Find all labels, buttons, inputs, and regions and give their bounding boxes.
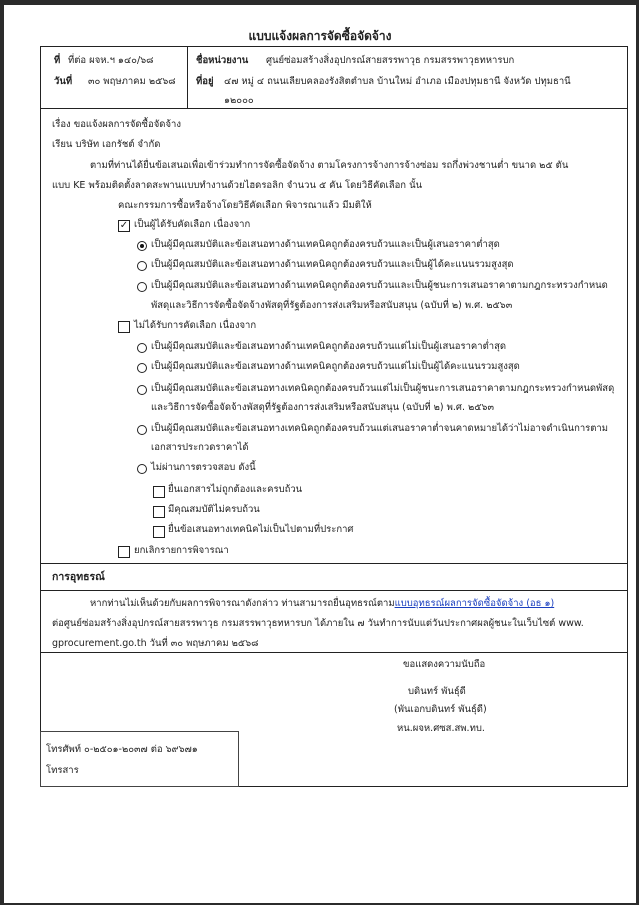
selected-option-2-radio[interactable] <box>137 261 147 271</box>
not-selected-option-5: ไม่ผ่านการตรวจสอบ ดังนี้ <box>151 462 256 473</box>
subject: เรื่อง ขอแจ้งผลการจัดซื้อจัดจ้าง <box>52 119 181 130</box>
contact-box <box>40 731 239 787</box>
not-selected-option-4-line-2: เอกสารประกวดราคาได้ <box>151 442 249 453</box>
address-line1: ๔๗ หมู่ ๔ ถนนเลียบคลองรังสิตตำบล บ้านใหม่ อำเภอ เมืองปทุมธานี จังหวัด ปทุมธานี <box>224 76 571 87</box>
not-selected-option-1: เป็นผู้มีคุณสมบัติและข้อเสนอทางด้านเทคนิคถูกต้องครบถ้วนแต่ไม่เป็นผู้เสนอราคาต่ำสุด <box>151 341 507 352</box>
appeal-form-link[interactable]: แบบอุทธรณ์ผลการจัดซื้อจัดจ้าง (อธ ๑) <box>394 598 555 609</box>
not-selected-option-5-radio[interactable] <box>137 464 147 474</box>
sub-item-3: ยื่นข้อเสนอทางเทคนิคไม่เป็นไปตามที่ประกาศ <box>168 524 354 535</box>
not-selected-option-4-radio[interactable] <box>137 425 147 435</box>
document-title: แบบแจ้งผลการจัดซื้อจัดจ้าง <box>248 29 392 43</box>
header-divider <box>187 46 188 108</box>
fax: โทรสาร <box>46 765 79 776</box>
selected-option-1-radio[interactable] <box>137 241 147 251</box>
not-selected-option-2: เป็นผู้มีคุณสมบัติและข้อเสนอทางด้านเทคนิคถูกต้องครบถ้วนแต่ไม่เป็นผู้ได้คะแนนรวมสูงสุด <box>151 361 520 372</box>
not-selected-option-1-radio[interactable] <box>137 343 147 353</box>
sub-item-2-checkbox[interactable] <box>153 506 165 518</box>
appeal-text: หากท่านไม่เห็นด้วยกับผลการพิจารณาดังกล่าว ท่านสามารถยื่นอุทธรณ์ตาม <box>90 598 395 609</box>
sub-item-1-checkbox[interactable] <box>153 486 165 498</box>
not-selected-option-2-radio[interactable] <box>137 363 147 373</box>
date-label: วันที่ <box>54 76 73 87</box>
signer-position: หน.ผจห.ศซส.สพ.ทบ. <box>397 723 485 734</box>
appeal-line-1 <box>90 597 554 611</box>
selected-option-2: เป็นผู้มีคุณสมบัติและข้อเสนอทางด้านเทคนิคถูกต้องครบถ้วนและเป็นผู้ได้คะแนนรวมสูงสุด <box>151 259 514 270</box>
paragraph-2: คณะกรรมการซื้อหรือจ้างโดยวิธีคัดเลือก พิจารณาแล้ว มีมติให้ <box>118 200 372 211</box>
not-selected-option-3-line-1: เป็นผู้มีคุณสมบัติและข้อเสนอทางเทคนิคถูกต้องครบถ้วนแต่ไม่เป็นผู้ชนะการเสนอราคาตามกฎกระทรวงกำหนดพัสดุ <box>151 383 615 394</box>
recipient: เรียน บริษัท เอกรัชต์ จำกัด <box>52 139 161 150</box>
not-selected-option-3-radio[interactable] <box>137 385 147 395</box>
appeal-line-2: ต่อศูนย์ซ่อมสร้างสิ่งอุปกรณ์สายสรรพาวุธ กรมสรรพาวุธทหารบก ได้ภายใน ๗ วันทำการนับแต่วันประกาศผลผู้ชนะในเว็บไซต์ www. <box>52 618 584 629</box>
sub-item-2: มีคุณสมบัติไม่ครบถ้วน <box>168 504 260 515</box>
agency-label: ชื่อหน่วยงาน <box>196 55 249 66</box>
signer-name: บดินทร์ พันธุ์ดี <box>408 686 466 697</box>
appeal-heading: การอุทธรณ์ <box>52 571 105 583</box>
phone: โทรศัพท์ ๐-๒๕๐๑-๒๐๓๗ ต่อ ๖๙๖๗๑ <box>46 744 198 755</box>
appeal-heading-line <box>40 590 628 591</box>
paragraph-1-line-2: แบบ KE พร้อมติดตั้งลาดสะพานแบบทำงานด้วยไฮดรอลิก จำนวน ๕ คัน โดยวิธีคัดเลือก นั้น <box>52 180 423 191</box>
paragraph-1-line-1: ตามที่ท่านได้ยื่นข้อเสนอเพื่อเข้าร่วมทำการจัดซื้อจัดจ้าง ตามโครงการจ้างการจ้างซ่อม รถกึ่งพ่วงชานต่ำ ขนาด ๒๕ ตัน <box>90 160 569 171</box>
date-value: ๓๐ พฤษภาคม ๒๕๖๘ <box>88 76 176 87</box>
ref-label: ที่ <box>54 55 61 66</box>
selected-label: เป็นผู้ได้รับคัดเลือก เนื่องจาก <box>134 219 251 230</box>
not-selected-option-3-line-2: และวิธีการจัดซื้อจัดจ้างพัสดุที่รัฐต้องการส่งเสริมหรือสนับสนุน (ฉบับที่ ๒) พ.ศ. ๒๕๖๓ <box>151 402 494 413</box>
selected-option-1: เป็นผู้มีคุณสมบัติและข้อเสนอทางด้านเทคนิคถูกต้องครบถ้วนและเป็นผู้เสนอราคาต่ำสุด <box>151 239 500 250</box>
selected-option-3-radio[interactable] <box>137 282 147 292</box>
appeal-top-line <box>40 563 628 564</box>
cancel-label: ยกเลิกรายการพิจารณา <box>134 545 229 556</box>
selected-option-3-line-1: เป็นผู้มีคุณสมบัติและข้อเสนอทางด้านเทคนิคถูกต้องครบถ้วนและเป็นผู้ชนะการเสนอราคาตามกฎกระทรวงกำหนด <box>151 280 608 291</box>
selected-checkbox[interactable]: ✓ <box>119 220 129 231</box>
header-bottom-line <box>40 108 628 109</box>
sub-item-1: ยื่นเอกสารไม่ถูกต้องและครบถ้วน <box>168 484 303 495</box>
ref-value: ที่ต่อ ผจห.ฯ ๑๔๐/๖๘ <box>68 55 154 66</box>
address-line2: ๑๒๐๐๐ <box>224 95 254 106</box>
selected-option-3-line-2: พัสดุและวิธีการจัดซื้อจัดจ้างพัสดุที่รัฐต้องการส่งเสริมหรือสนับสนุน (ฉบับที่ ๒) พ.ศ. ๒๕๖๓ <box>151 300 513 311</box>
agency-value: ศูนย์ซ่อมสร้างสิ่งอุปกรณ์สายสรรพาวุธ กรมสรรพาวุธทหารบก <box>266 55 515 66</box>
cancel-checkbox[interactable] <box>118 546 130 558</box>
address-label: ที่อยู่ <box>196 76 214 87</box>
sub-item-3-checkbox[interactable] <box>153 526 165 538</box>
document-page <box>4 5 636 903</box>
signer-full-name: (พันเอกบดินทร์ พันธุ์ดี) <box>394 704 487 715</box>
form-frame <box>40 46 628 787</box>
not-selected-checkbox[interactable] <box>118 321 130 333</box>
signature-top-line <box>40 652 628 653</box>
closing: ขอแสดงความนับถือ <box>403 659 486 670</box>
appeal-line-3: gprocurement.go.th วันที่ ๓๐ พฤษภาคม ๒๕๖๘ <box>52 638 259 649</box>
not-selected-option-4-line-1: เป็นผู้มีคุณสมบัติและข้อเสนอทางเทคนิคถูกต้องครบถ้วนแต่เสนอราคาต่ำจนคาดหมายได้ว่าไม่อาจดำเนินการตาม <box>151 423 609 434</box>
not-selected-label: ไม่ได้รับการคัดเลือก เนื่องจาก <box>134 320 257 331</box>
